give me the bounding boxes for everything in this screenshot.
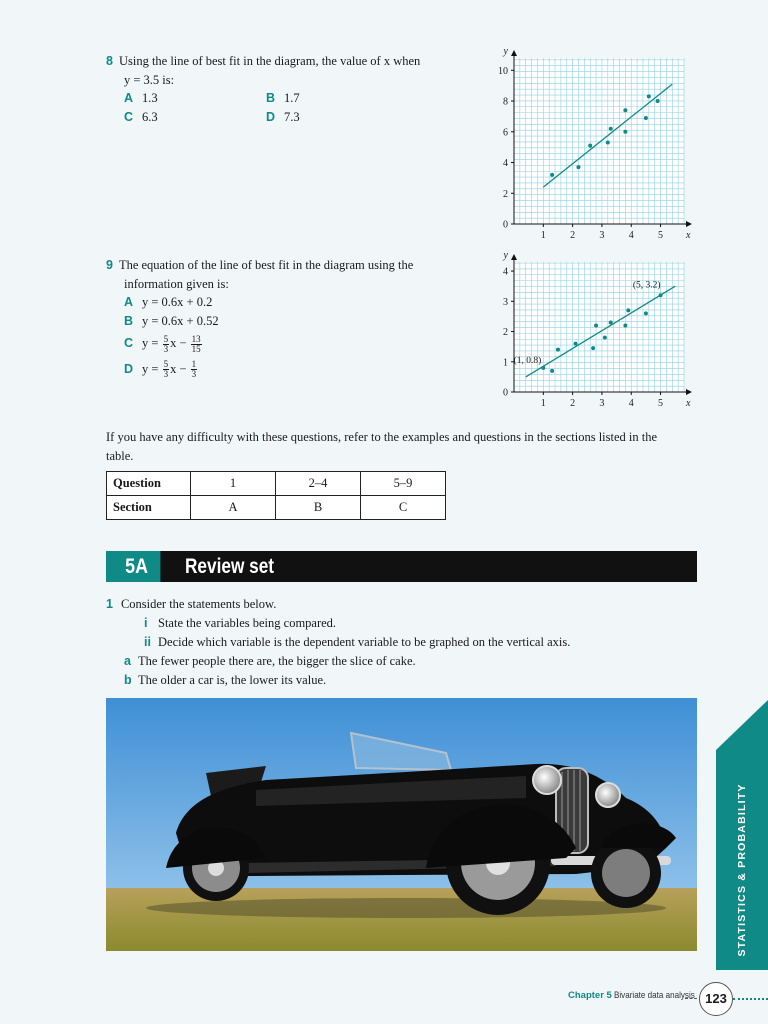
option-letter: D <box>266 109 276 124</box>
question-text-line2: y = 3.5 is: <box>124 72 175 87</box>
x-tick-label: 5 <box>658 230 664 241</box>
table-cell-header: Question <box>107 472 191 496</box>
table-cell: 2–4 <box>276 472 361 496</box>
x-tick-label: 5 <box>658 398 664 409</box>
data-point <box>626 308 630 312</box>
fraction: $\frac{13}{15}$ <box>191 333 201 354</box>
x-tick-label: 3 <box>599 398 605 409</box>
question-number: 8 <box>106 54 113 68</box>
x-tick-label: 1 <box>540 398 546 409</box>
data-point <box>588 144 592 148</box>
fraction: $\frac{5}{3}$ <box>163 333 169 354</box>
data-point <box>556 348 560 352</box>
option-b: 1.7 <box>284 91 300 105</box>
option-b: y = 0.6x + 0.52 <box>142 313 219 328</box>
subpart-ii: Decide which variable is the dependent variable to be graphed on the vertical axis. <box>158 635 571 649</box>
question-text: The equation of the line of best fit in the diagram using the <box>118 258 414 272</box>
option-a: 1.3 <box>142 91 158 105</box>
data-point <box>623 130 627 134</box>
option-c: C y = $\frac{5}{3}$ x − $\frac{13}{15}$ <box>124 333 201 354</box>
y-tick-label: 10 <box>498 65 508 77</box>
option-letter: A <box>124 295 134 309</box>
option-letter: A <box>124 91 134 105</box>
data-point <box>656 99 660 103</box>
question-text-line2: information given is: <box>124 276 229 291</box>
data-point <box>644 116 648 120</box>
x-axis-arrow <box>686 221 692 227</box>
option-c: 6.3 <box>142 109 158 124</box>
data-point <box>603 336 607 340</box>
question-number: 1 <box>106 597 113 611</box>
y-tick-label: 1 <box>503 357 508 369</box>
option-a: y = 0.6x + 0.2 <box>142 295 213 309</box>
plot-area <box>514 58 684 224</box>
data-point <box>576 165 580 169</box>
data-point <box>550 369 554 373</box>
y-tick-label: 2 <box>503 188 508 200</box>
table-cell: C <box>361 496 446 520</box>
page-number: 123 <box>699 982 733 1016</box>
data-point <box>591 346 595 350</box>
footer-title: Bivariate data analysis <box>614 990 696 1001</box>
data-point <box>541 366 545 370</box>
data-point <box>574 342 578 346</box>
y-axis-arrow <box>511 254 517 260</box>
scatter-chart-q8 <box>490 46 691 245</box>
question-text: Using the line of best fit in the diagram, the value of x when <box>118 54 421 68</box>
footer-divider <box>685 998 697 999</box>
data-point <box>550 173 554 177</box>
table-row <box>107 496 446 520</box>
fraction: $\frac{1}{3}$ <box>191 359 197 380</box>
x-tick-label: 2 <box>570 398 576 409</box>
info-text: If you have any difficulty with these questions, refer to the examples and questions in the sections listed in the table. <box>106 430 658 463</box>
vintage-car-photo <box>106 698 697 951</box>
data-point <box>644 311 648 315</box>
table-cell: A <box>191 496 276 520</box>
question-number: 9 <box>106 258 113 272</box>
x-axis-arrow <box>686 389 692 395</box>
option-d: 7.3 <box>284 109 300 124</box>
review-set-number: 5A <box>106 551 160 582</box>
data-point <box>609 320 613 324</box>
page-footer <box>568 990 710 1001</box>
option-letter: C <box>124 109 134 124</box>
x-tick-label: 1 <box>540 230 546 241</box>
table-cell: B <box>276 496 361 520</box>
review-set-header <box>106 551 697 582</box>
x-axis-label: x <box>686 230 691 241</box>
table-cell-header: Section <box>107 496 191 520</box>
point-annotation: (1, 0.8) <box>513 355 542 366</box>
y-axis-label: y <box>503 46 508 57</box>
x-tick-label: 4 <box>628 398 634 409</box>
option-letter: B <box>266 91 276 105</box>
side-tab-label: STATISTICS & PROBABILITY <box>736 783 748 957</box>
data-point <box>647 94 651 98</box>
table-cell: 5–9 <box>361 472 446 496</box>
part-a: The fewer people there are, the bigger the slice of cake. <box>138 654 416 668</box>
y-axis-label: y <box>503 250 508 261</box>
footer-chapter: Chapter 5 <box>568 990 612 1001</box>
question-text: Consider the statements below. <box>120 597 277 611</box>
question-9 <box>106 256 466 379</box>
fraction: $\frac{5}{3}$ <box>163 359 169 380</box>
y-tick-label: 0 <box>503 219 508 231</box>
y-tick-label: 3 <box>503 296 508 308</box>
subpart-i: State the variables being compared. <box>158 616 337 630</box>
y-tick-label: 6 <box>503 127 508 139</box>
x-tick-label: 2 <box>570 230 576 241</box>
review-set-title: Review set <box>185 555 275 578</box>
y-tick-label: 8 <box>503 96 508 108</box>
y-tick-label: 4 <box>503 158 508 170</box>
option-letter: B <box>124 313 134 328</box>
data-point <box>623 323 627 327</box>
y-tick-label: 0 <box>503 387 508 399</box>
y-tick-label: 4 <box>503 266 508 278</box>
table-row <box>107 472 446 496</box>
point-annotation: (5, 3.2) <box>632 280 661 291</box>
data-point <box>609 127 613 131</box>
table-cell: 1 <box>191 472 276 496</box>
part-b: The older a car is, the lower its value. <box>138 673 327 687</box>
data-point <box>659 293 663 297</box>
review-question-1: 1 Consider the statements below. i State the variables being compared. ii Decide which variable is the dependent variable to be graphed on the vertical axis. a The fewer people there are, the bigger the slice of cake. b The older a car is, the lower its value. <box>106 597 571 687</box>
footer-dotted-line <box>733 998 768 1000</box>
x-tick-label: 4 <box>628 230 634 241</box>
y-tick-label: 2 <box>503 327 508 339</box>
section-table <box>106 471 446 520</box>
x-axis-label: x <box>686 398 691 409</box>
data-point <box>594 323 598 327</box>
scatter-chart-q9 <box>490 250 691 412</box>
data-point <box>623 108 627 112</box>
data-point <box>606 141 610 145</box>
x-tick-label: 3 <box>599 230 605 241</box>
y-axis-arrow <box>511 50 517 56</box>
question-8 <box>106 52 466 126</box>
option-d: D y = $\frac{5}{3}$ x − $\frac{1}{3}$ <box>124 359 197 380</box>
